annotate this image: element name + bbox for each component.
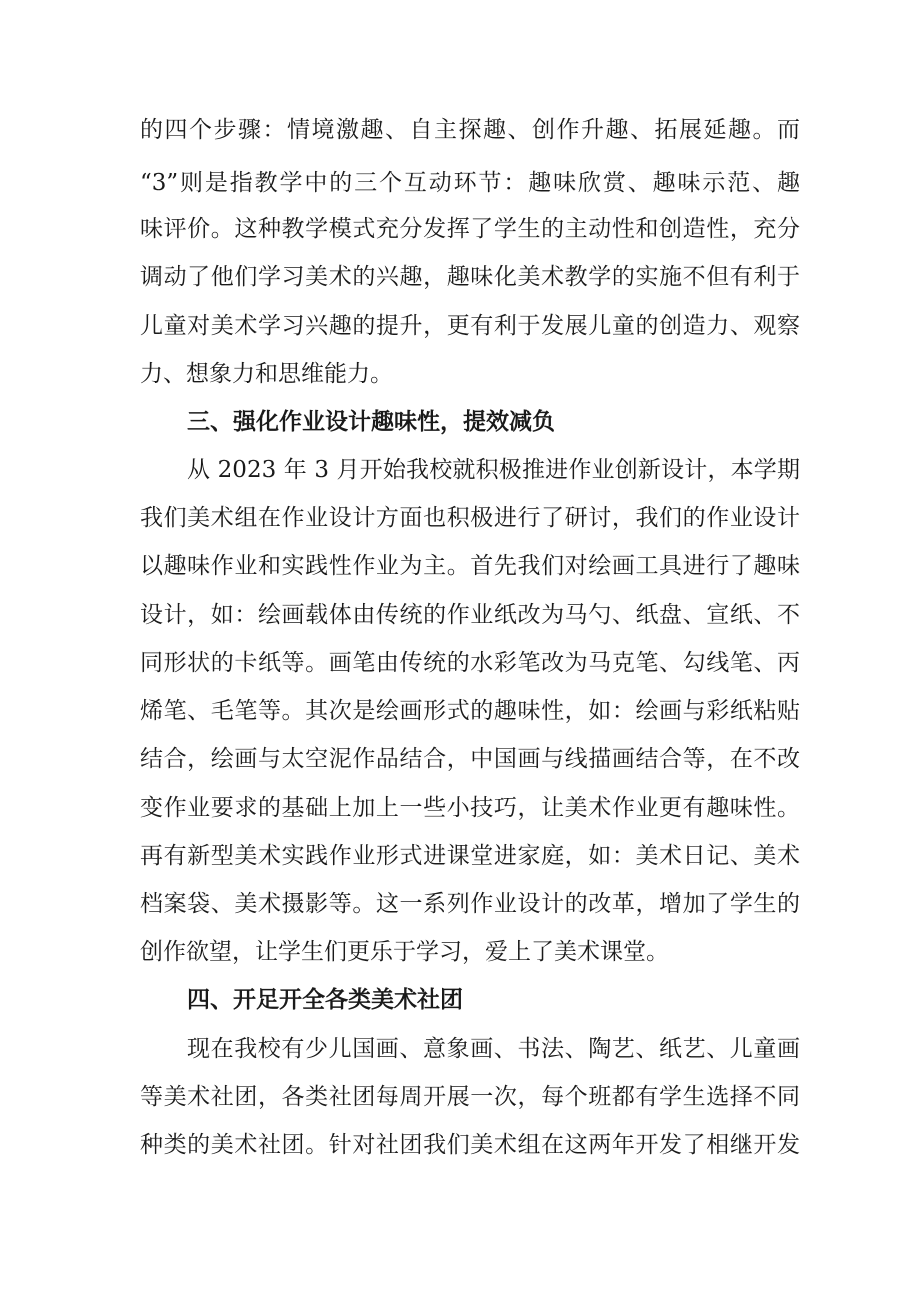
text-line: 儿童对美术学习兴趣的提升，更有利于发展儿童的创造力、观察	[140, 313, 800, 339]
text-line: “3”则是指教学中的三个互动环节：趣味欣赏、趣味示范、趣	[140, 170, 800, 196]
text-line: 结合，绘画与太空泥作品结合，中国画与线描画结合等，在不改	[140, 746, 800, 772]
text-line: 种类的美术社团。针对社团我们美术组在这两年开发了相继开发	[140, 1132, 800, 1158]
text-line: 调动了他们学习美术的兴趣，趣味化美术教学的实施不但有利于	[140, 264, 800, 290]
text-line: 力、想象力和思维能力。	[140, 361, 393, 387]
section-3-heading: 三、强化作业设计趣味性，提效减负	[187, 409, 555, 435]
section-4-heading: 四、开足开全各类美术社团	[187, 987, 463, 1013]
text-line: 再有新型美术实践作业形式进课堂进家庭，如：美术日记、美术	[140, 843, 800, 869]
text-line: 创作欲望，让学生们更乐于学习，爱上了美术课堂。	[140, 939, 669, 965]
text-line: 从 2023 年 3 月开始我校就积极推进作业创新设计，本学期	[187, 457, 800, 483]
text-line: 等美术社团，各类社团每周开展一次，每个班都有学生选择不同	[140, 1084, 800, 1110]
text-line: 设计，如：绘画载体由传统的作业纸改为马勺、纸盘、宣纸、不	[140, 602, 800, 628]
text-line: 的四个步骤：情境激趣、自主探趣、创作升趣、拓展延趣。而	[140, 117, 800, 143]
text-line: 同形状的卡纸等。画笔由传统的水彩笔改为马克笔、勾线笔、丙	[140, 650, 800, 676]
text-line: 变作业要求的基础上加上一些小技巧，让美术作业更有趣味性。	[140, 795, 800, 821]
text-line: 烯笔、毛笔等。其次是绘画形式的趣味性，如：绘画与彩纸粘贴	[140, 698, 800, 724]
text-line: 以趣味作业和实践性作业为主。首先我们对绘画工具进行了趣味	[140, 553, 800, 579]
text-line: 味评价。这种教学模式充分发挥了学生的主动性和创造性，充分	[140, 216, 800, 242]
text-line: 现在我校有少儿国画、意象画、书法、陶艺、纸艺、儿童画	[187, 1036, 800, 1062]
text-line: 我们美术组在作业设计方面也积极进行了研讨，我们的作业设计	[140, 505, 800, 531]
text-line: 档案袋、美术摄影等。这一系列作业设计的改革，增加了学生的	[140, 891, 800, 917]
